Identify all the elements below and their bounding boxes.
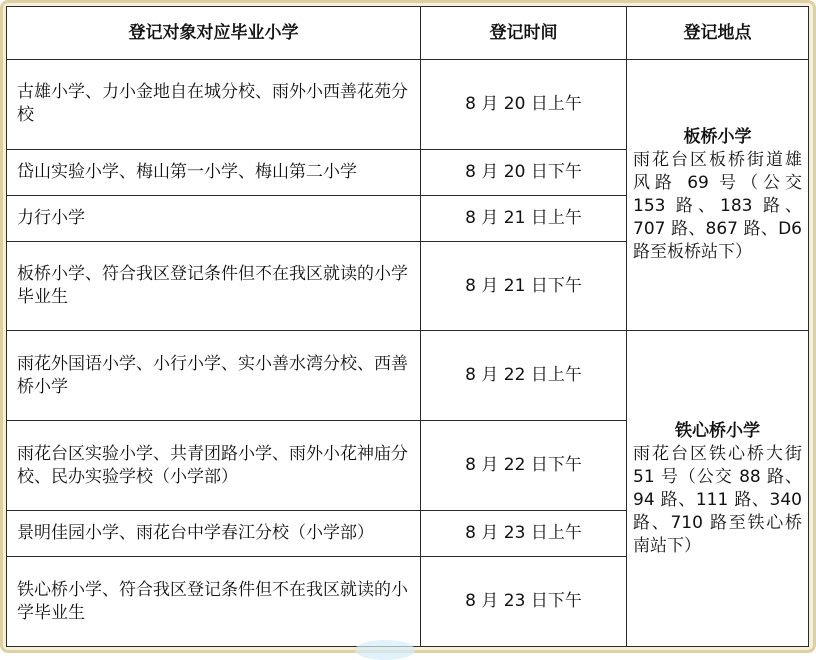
time-cell: 8 月 22 日下午 — [421, 421, 627, 511]
time-cell: 8 月 20 日上午 — [421, 60, 627, 150]
location-cell — [627, 331, 809, 647]
schools-cell: 力行小学 — [7, 195, 421, 241]
schools-cell: 铁心桥小学、符合我区登记条件但不在我区就读的小学毕业生 — [7, 557, 421, 647]
header-time: 登记时间 — [421, 7, 627, 60]
location-address: 雨花台区板桥街道雄风路 69 号（公交 153 路、183 路、707 路、867 路、D6 路至板桥站下） — [633, 150, 802, 263]
time-cell: 8 月 23 日下午 — [421, 557, 627, 647]
location-name: 板桥小学 — [683, 127, 752, 148]
schools-cell: 古雄小学、力小金地自在城分校、雨外小西善花苑分校 — [7, 60, 421, 150]
table-row — [7, 60, 809, 150]
schools-cell: 景明佳园小学、雨花台中学春江分校（小学部） — [7, 511, 421, 557]
time-cell: 8 月 21 日下午 — [421, 241, 627, 331]
schools-cell: 岱山实验小学、梅山第一小学、梅山第二小学 — [7, 149, 421, 195]
watermark-mark — [355, 640, 415, 660]
location-name: 铁心桥小学 — [675, 420, 760, 441]
schools-cell: 雨花外国语小学、小行小学、实小善水湾分校、西善桥小学 — [7, 331, 421, 421]
location-address: 雨花台区铁心桥大街 51 号（公交 88 路、94 路、111 路、340 路、710 路至铁心桥南站下） — [633, 443, 802, 556]
time-cell: 8 月 22 日上午 — [421, 331, 627, 421]
header-row — [7, 7, 809, 60]
registration-table — [6, 6, 809, 647]
header-location: 登记地点 — [627, 7, 809, 60]
location-cell — [627, 60, 809, 331]
time-cell: 8 月 21 日上午 — [421, 195, 627, 241]
time-cell: 8 月 20 日下午 — [421, 149, 627, 195]
schools-cell: 雨花台区实验小学、共青团路小学、雨外小花神庙分校、民办实验学校（小学部） — [7, 421, 421, 511]
header-schools: 登记对象对应毕业小学 — [7, 7, 421, 60]
time-cell: 8 月 23 日上午 — [421, 511, 627, 557]
schools-cell: 板桥小学、符合我区登记条件但不在我区就读的小学毕业生 — [7, 241, 421, 331]
table-row — [7, 331, 809, 421]
